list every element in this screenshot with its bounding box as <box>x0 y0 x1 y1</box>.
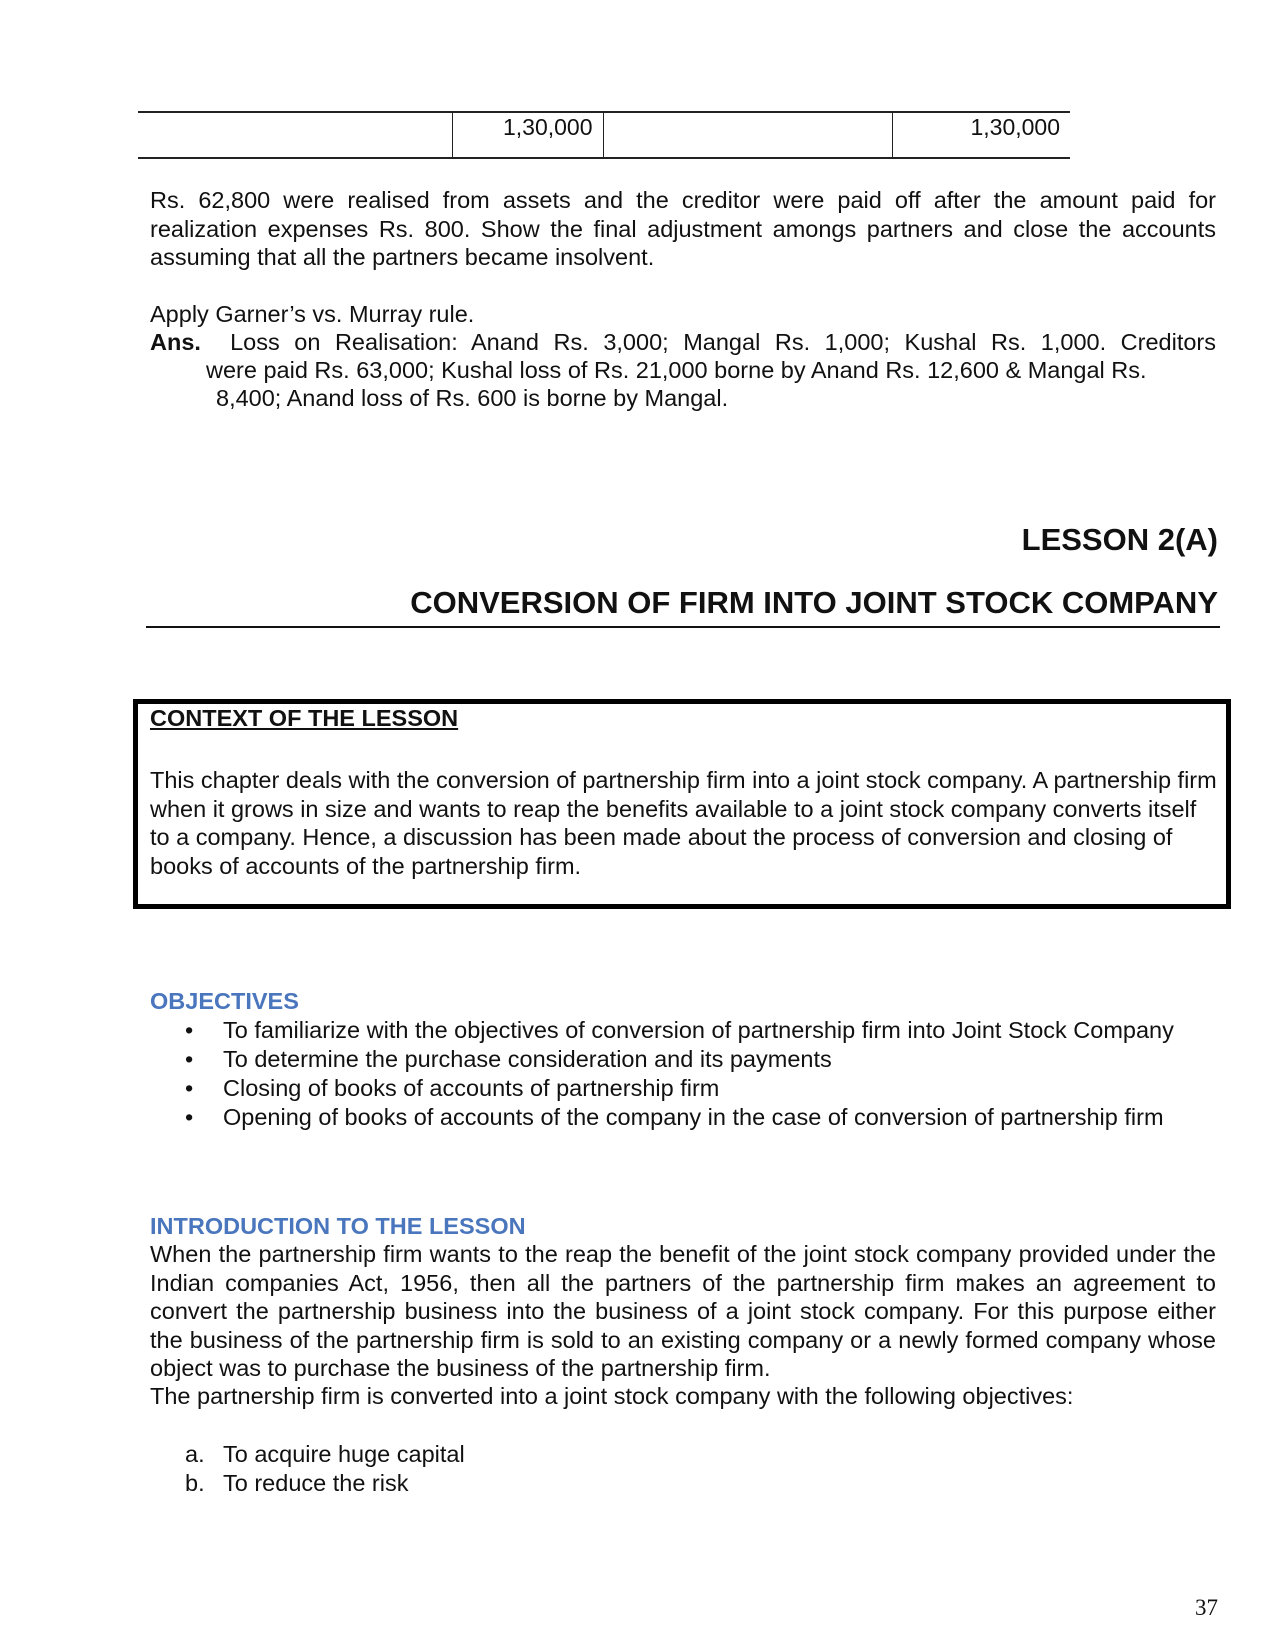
answer-line-1 <box>150 328 1216 357</box>
objectives-heading: OBJECTIVES <box>150 988 299 1014</box>
context-body: This chapter deals with the conversion of partnership firm into a joint stock company. A partnership firm when it grows in size and wants to reap the benefits available to a joint stock company converts itself to a company. Hence, a discussion has been made about the process of conversion and closing of books of accounts of the partnership firm. <box>150 767 1217 879</box>
list-item-text: To acquire huge capital <box>223 1441 465 1467</box>
lesson-title: CONVERSION OF FIRM INTO JOINT STOCK COMPANY <box>410 585 1218 620</box>
apply-rule-line: Apply Garner’s vs. Murray rule. <box>150 301 475 327</box>
page-number: 37 <box>1195 1595 1218 1620</box>
list-marker: a. <box>185 1441 205 1467</box>
table-cell-empty <box>138 112 452 158</box>
introduction-followup: The partnership firm is converted into a joint stock company with the following objectives: <box>150 1383 1074 1409</box>
list-item: • Opening of books of accounts of the company in the case of conversion of partnership firm <box>150 1103 1230 1132</box>
list-item <box>150 1440 465 1469</box>
table-row <box>138 112 1070 158</box>
right-total-cell: 1,30,000 <box>892 112 1070 158</box>
list-item: • To familiarize with the objectives of conversion of partnership firm into Joint Stock Company <box>150 1016 1230 1045</box>
totals-table <box>138 111 1070 159</box>
list-marker: b. <box>185 1470 205 1496</box>
lesson-number: LESSON 2(A) <box>1021 522 1218 557</box>
introduction-heading: INTRODUCTION TO THE LESSON <box>150 1213 526 1239</box>
list-item: • To determine the purchase consideration and its payments <box>150 1045 1230 1074</box>
answer-label: Ans. <box>150 329 201 355</box>
left-total-cell: 1,30,000 <box>452 112 603 158</box>
list-item <box>150 1469 465 1498</box>
table-cell-empty <box>603 112 892 158</box>
answer-line-3: 8,400; Anand loss of Rs. 600 is borne by Mangal. <box>216 385 729 411</box>
context-heading: CONTEXT OF THE LESSON <box>150 705 459 731</box>
answer-line-2: were paid Rs. 63,000; Kushal loss of Rs. 21,000 borne by Anand Rs. 12,600 & Mangal Rs. <box>206 357 1147 383</box>
objectives-list <box>150 1016 1230 1132</box>
problem-paragraph: Rs. 62,800 were realised from assets and the creditor were paid off after the amount paid for realization expenses Rs. 800. Show the final adjustment amongs partners and close the accounts assuming that all the partners became insolvent. <box>150 187 1216 270</box>
answer-text-1: Loss on Realisation: Anand Rs. 3,000; Mangal Rs. 1,000; Kushal Rs. 1,000. Creditors <box>230 329 1217 355</box>
objectives-alpha-list <box>150 1440 465 1498</box>
title-underline <box>146 626 1220 628</box>
list-item-text: To reduce the risk <box>223 1470 409 1496</box>
introduction-body: When the partnership firm wants to the reap the benefit of the joint stock company provided under the Indian companies Act, 1956, then all the partners of the partnership firm makes an agreement to convert the partnership business into the business of a joint stock company. For this purpose either the business of the partnership firm is sold to an existing company or a newly formed company whose object was to purchase the business of the partnership firm. <box>150 1241 1216 1381</box>
list-item: • Closing of books of accounts of partnership firm <box>150 1074 1230 1103</box>
